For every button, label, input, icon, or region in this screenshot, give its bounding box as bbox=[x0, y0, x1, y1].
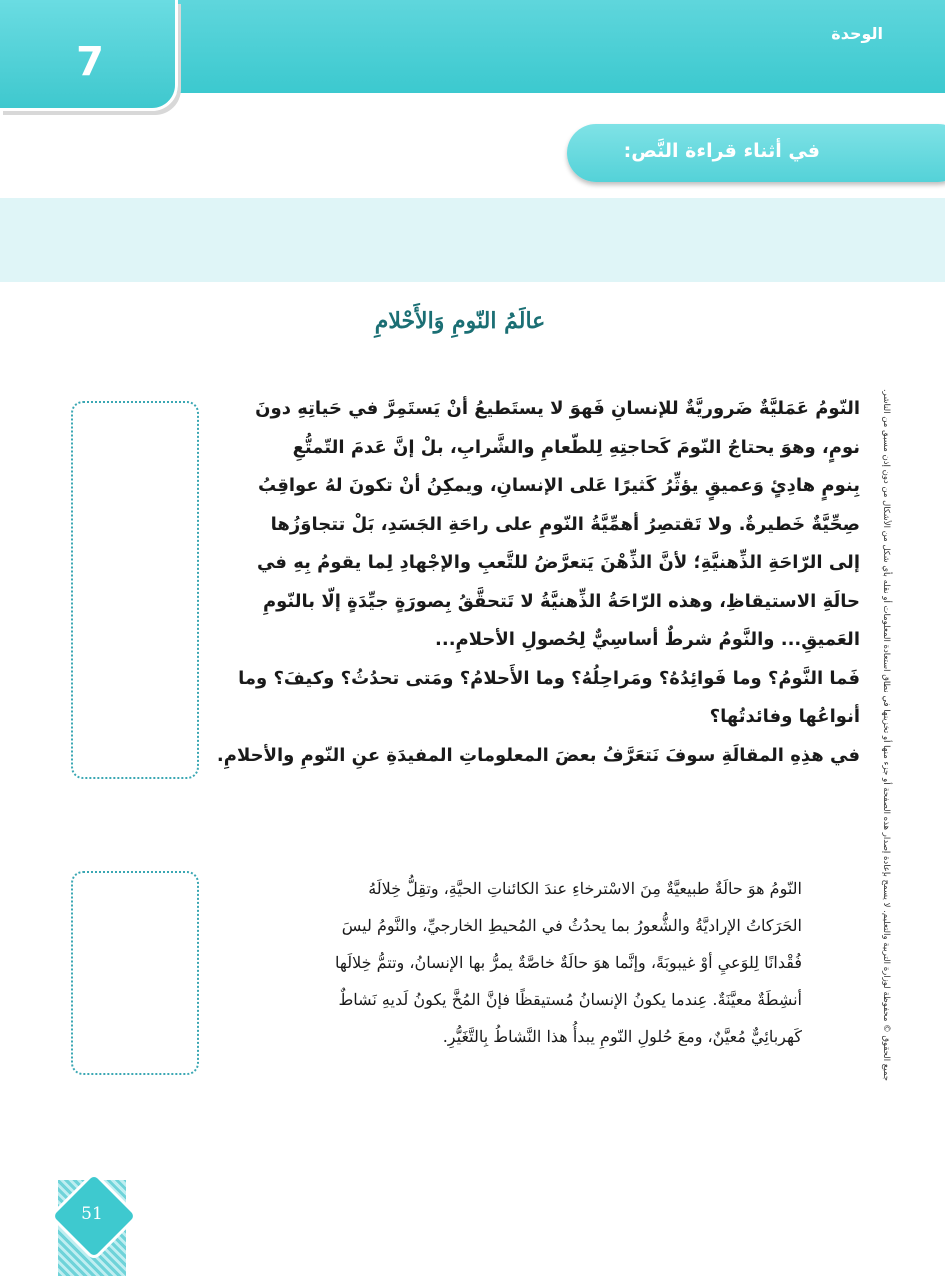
body-line: الحَرَكاتُ الإراديَّةُ والشُّعورُ بما يحدُثُ في المُحيطِ الخارجيِّ، والنَّومُ ليسَ bbox=[341, 916, 802, 935]
body-line: أنشِطَةٌ معيَّنَةٌ. عِندما يكونُ الإنسانُ مُستيقظًا فإنَّ المُخَّ يكونُ لَديهِ نَشاطٌ bbox=[338, 990, 802, 1009]
activity-band bbox=[0, 198, 945, 282]
intro-line: حالَةِ الاستيقاظِ، وهذه الرّاحَةُ الذِّهنيَّةُ لا تَتحقَّقُ بِصورَةٍ جيِّدَةٍ إلّا بالنّومِ bbox=[262, 590, 860, 612]
intro-line: العَميقِ... والنَّومُ شرطٌ أساسِيٌّ لِحُصولِ الأحلامِ... bbox=[435, 629, 860, 650]
intro-line: نومٍ، وهوَ يحتاجُ النّومَ كَحاجتِهِ لِلطّعامِ والشَّرابِ، بلْ إنَّ عَدمَ التّمتُّعِ bbox=[292, 436, 860, 458]
intro-closing-line: في هذِهِ المقالَةِ سوفَ نَتعَرَّفُ بعضَ المعلوماتِ المفيدَةِ عنِ النّومِ والأحلامِ. bbox=[216, 744, 860, 766]
copyright-text: جميع الحقوق © محفوظة لوزارة التربية والتعليم. لا يسمح بإعادة إصدار هذه الصفحة أو جزء منها أو تخزينها في نطاق استعادة المعلومات أو نقله بأي شكل من الأشكال من دون إذن مسبق من الناشر. bbox=[881, 388, 891, 1082]
intro-paragraph bbox=[210, 390, 860, 775]
body-line: كَهربائِيٌّ مُعيَّنٌ، ومعَ حُلولِ النّومِ يبدأُ هذا النَّشاطُ بِالتَّغَيُّرِ. bbox=[442, 1027, 802, 1046]
sleep-definition-paragraph bbox=[228, 870, 802, 1055]
intro-question-line: أنواعُها وفائدتُها؟ bbox=[709, 706, 860, 727]
section-header-label: في أثناء قراءة النَّص: bbox=[623, 140, 820, 162]
page-number: 51 bbox=[81, 1204, 103, 1224]
body-line: النّومُ هوَ حالَةٌ طبيعيَّةٌ مِنَ الاسْترخاءِ عندَ الكائناتِ الحيَّةِ، وتقِلُّ خِلالَهُ bbox=[368, 879, 802, 898]
intro-line: صِحِّيَّةٌ خَطيرةٌ. ولا تَقتصِرُ أهمِّيَّةُ النّومِ على راحَةِ الجَسَدِ، بَلْ تتجاوَزُها bbox=[270, 513, 860, 535]
body-line: فُقْدانًا لِلوَعيِ أوْ غيبوبَةً، وإنَّما هوَ حالَةٌ خاصَّةٌ يمرُّ بها الإنسانُ، وتتمُّ خِلالَها bbox=[334, 953, 802, 972]
unit-label: الوحدة bbox=[831, 24, 883, 43]
article-title: عالَمُ النّومِ وَالأَحْلامِ bbox=[374, 308, 546, 334]
notes-box-body[interactable] bbox=[71, 871, 199, 1075]
notes-box-intro[interactable] bbox=[71, 401, 199, 779]
intro-line: بِنومٍ هادِئٍ وَعميقٍ يؤثِّرُ كَثيرًا عَلى الإنسانِ، ويمكِنُ أنْ تكونَ لهُ عواقِبُ bbox=[258, 475, 860, 496]
intro-line: النّومُ عَمَليَّةٌ ضَروريَّةٌ للإنسانِ فَهوَ لا يستَطيعُ أنْ يَستَمِرَّ في حَياتِهِ دونَ bbox=[255, 398, 860, 419]
intro-line: إلى الرّاحَةِ الذِّهنيَّةِ؛ لأنَّ الذِّهْنَ يَتعرَّضُ للتَّعبِ والإجْهادِ لِما يقومُ بِهِ في bbox=[256, 552, 860, 573]
intro-question-line: فَما النَّومُ؟ وما فَوائِدُهُ؟ ومَراحِلُهُ؟ وما الأَحلامُ؟ ومَتى تحدُثُ؟ وكيفَ؟ وما bbox=[238, 667, 860, 689]
copyright-note bbox=[876, 295, 896, 1175]
unit-number: 7 bbox=[76, 39, 104, 85]
